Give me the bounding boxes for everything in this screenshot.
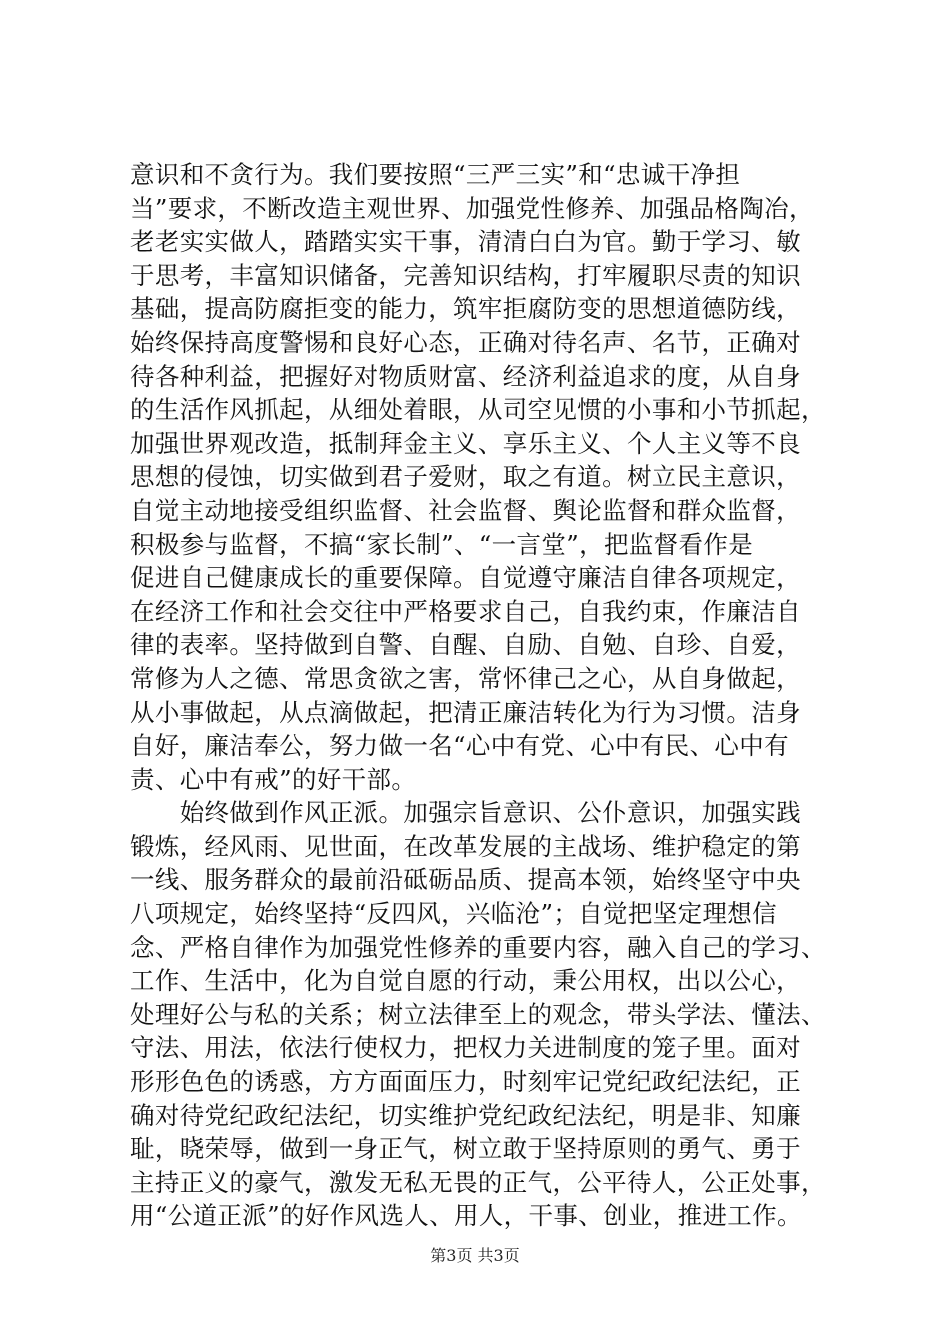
text-line: 加强世界观改造，抵制拜金主义、享乐主义、个人主义等不良: [130, 428, 801, 458]
text-line: 老老实实做人，踏踏实实干事，清清白白为官。勤于学习、敏: [130, 227, 801, 257]
text-line: 律的表率。坚持做到自警、自醒、自励、自勉、自珍、自爱，: [130, 630, 801, 660]
text-line: 处理好公与私的关系；树立法律至上的观念，带头学法、懂法、: [130, 999, 826, 1029]
text-line: 一线、服务群众的最前沿砥砺品质、提高本领，始终坚守中央: [130, 865, 801, 895]
page-number: 第3页 共3页: [430, 1246, 520, 1265]
text-line: 用“公道正派”的好作风选人、用人，干事、创业，推进工作。: [130, 1201, 802, 1231]
text-line: 工作、生活中，化为自觉自愿的行动，秉公用权，出以公心，: [130, 966, 801, 996]
text-line: 于思考，丰富知识储备，完善知识结构，打牢履职尽责的知识: [130, 260, 801, 290]
text-line: 常修为人之德、常思贪欲之害，常怀律己之心，从自身做起，: [130, 663, 801, 693]
text-line: 思想的侵蚀，切实做到君子爱财，取之有道。树立民主意识，: [130, 462, 801, 492]
text-line: 意识和不贪行为。我们要按照“三严三实”和“忠诚干净担: [130, 160, 741, 189]
text-line: 当”要求，不断改造主观世界、加强党性修养、加强品格陶冶，: [130, 193, 814, 223]
text-line: 守法、用法，依法行使权力，把权力关进制度的笼子里。面对: [130, 1033, 801, 1063]
document-body: [130, 158, 835, 1233]
text-line: 主持正义的豪气，激发无私无畏的正气，公平待人，公正处事，: [130, 1167, 826, 1197]
text-line: 锻炼，经风雨、见世面，在改革发展的主战场、维护稳定的第: [130, 831, 801, 861]
text-line: 基础，提高防腐拒变的能力，筑牢拒腐防变的思想道德防线，: [130, 294, 801, 324]
text-line: 念、严格自律作为加强党性修养的重要内容，融入自己的学习、: [130, 932, 826, 962]
text-line: 在经济工作和社会交往中严格要求自己，自我约束，作廉洁自: [130, 596, 801, 626]
text-line: 确对待党纪政纪法纪，切实维护党纪政纪法纪，明是非、知廉: [130, 1100, 801, 1130]
text-line: 责、心中有戒”的好干部。: [130, 764, 417, 794]
paragraph-start-line: 始终做到作风正派。加强宗旨意识、公仆意识，加强实践: [130, 798, 801, 828]
text-line: 从小事做起，从点滴做起，把清正廉洁转化为行为习惯。洁身: [130, 697, 801, 727]
text-line: 自好，廉洁奉公，努力做一名“心中有党、心中有民、心中有: [130, 731, 789, 761]
text-line: 积极参与监督，不搞“家长制”、“一言堂”，把监督看作是: [130, 529, 754, 559]
text-line: 八项规定，始终坚持“反四风，兴临沧”；自觉把坚定理想信: [130, 899, 777, 929]
text-line: 始终保持高度警惕和良好心态，正确对待名声、名节，正确对: [130, 327, 801, 357]
text-line: 的生活作风抓起，从细处着眼，从司空见惯的小事和小节抓起，: [130, 395, 826, 425]
text-line: 促进自己健康成长的重要保障。自觉遵守廉洁自律各项规定，: [130, 563, 801, 593]
page-footer: [0, 1243, 950, 1266]
text-line: 待各种利益，把握好对物质财富、经济利益追求的度，从自身: [130, 361, 801, 391]
text-line: 形形色色的诱惑，方方面面压力，时刻牢记党纪政纪法纪，正: [130, 1067, 801, 1097]
text-line: 耻，晓荣辱，做到一身正气，树立敢于坚持原则的勇气、勇于: [130, 1134, 801, 1164]
text-line: 自觉主动地接受组织监督、社会监督、舆论监督和群众监督，: [130, 495, 801, 525]
